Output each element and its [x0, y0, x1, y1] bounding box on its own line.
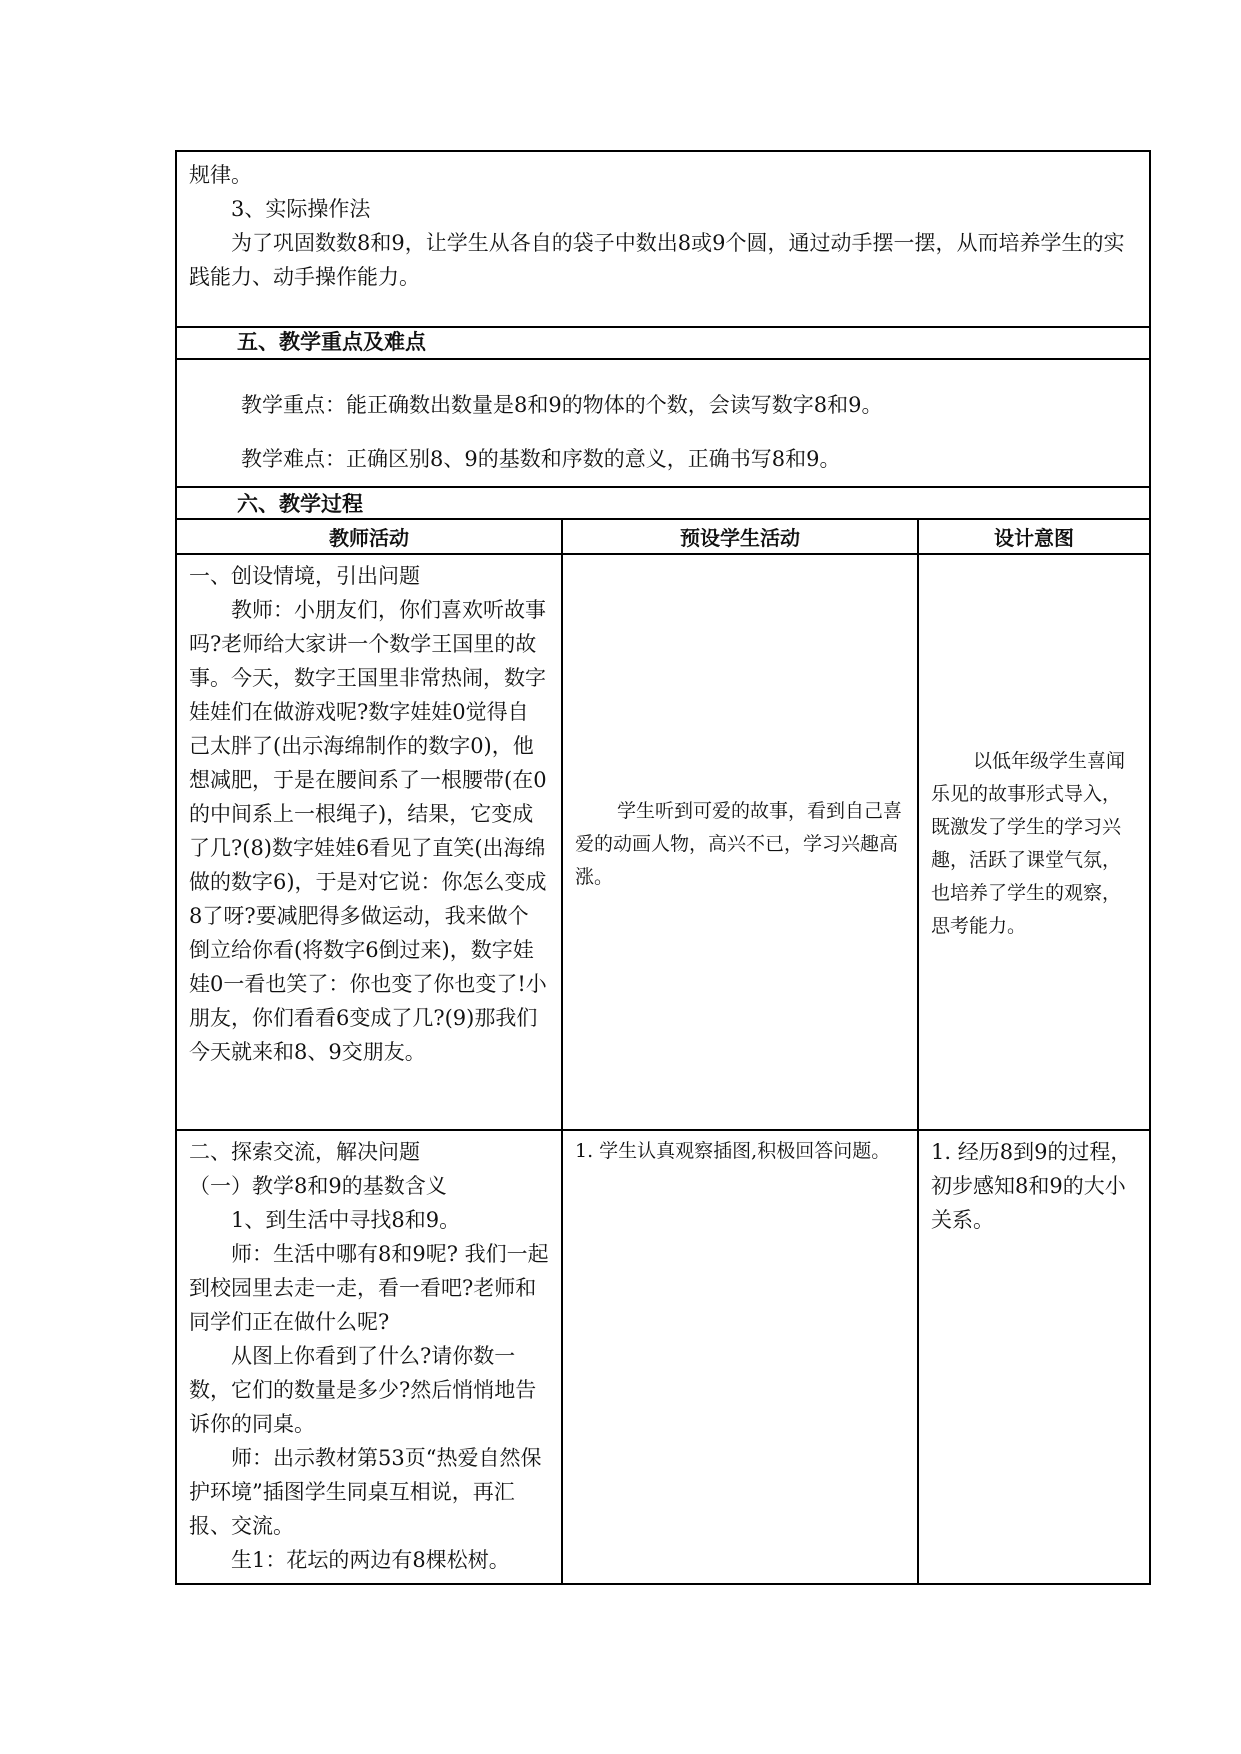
difficulty-text: 教学难点：正确区别8、9的基数和序数的意义，正确书写8和9。: [241, 447, 841, 471]
section5-header-cell: [176, 327, 1150, 359]
col-header-intent: 设计意图: [918, 519, 1150, 554]
section6-title: 六、教学过程: [237, 492, 363, 516]
section5-title: 五、教学重点及难点: [237, 330, 426, 354]
top-line-2: 3、实际操作法: [231, 197, 371, 221]
row2-teacher-step1: 1、到生活中寻找8和9。: [231, 1208, 461, 1232]
section6-header-cell: [176, 487, 1150, 519]
row1-teacher-cell: [176, 554, 562, 1130]
row2-teacher-heading: 二、探索交流，解决问题: [189, 1140, 420, 1164]
row2-teacher-para4: 生1：花坛的两边有8棵松树。: [231, 1548, 510, 1572]
row2-teacher-para2: 从图上你看到了什么?请你数一数，它们的数量是多少?然后悄悄地告诉你的同桌。: [189, 1344, 537, 1436]
col-header-teacher: 教师活动: [176, 519, 562, 554]
document-page: [175, 150, 1149, 1585]
top-line-3: 为了巩固数数8和9，让学生从各自的袋子中数出8或9个圆，通过动手摆一摆，从而培养学生的实践能力、动手操作能力。: [189, 231, 1125, 289]
row1-teacher-story: 教师：小朋友们，你们喜欢听故事吗?老师给大家讲一个数学王国里的故事。今天，数字王国里非常热闹，数字娃娃们在做游戏呢?数字娃娃0觉得自己太胖了(出示海绵制作的数字0)，他想减肥，于是在腰间系了一根腰带(在0的中间系上一根绳子)，结果，它变成了几?(8)数字娃娃6看见了直笑(出海绵做的数字6)，于是对它说：你怎么变成8了呀?要减肥得多做运动，我来做个倒立给你看(将数字6倒过来)，数字娃娃0一看也笑了：你也变了你也变了!小朋友，你们看看6变成了几?(9)那我们今天就来和8、9交朋友。: [189, 598, 547, 1064]
top-block-cell: [176, 151, 1150, 327]
section6-header-row: [176, 487, 1150, 519]
section5-body-cell: [176, 359, 1150, 487]
row1-teacher-heading: 一、创设情境，引出问题: [189, 564, 420, 588]
row2-intent-cell: [918, 1130, 1150, 1584]
key-point-text: 教学重点：能正确数出数量是8和9的物体的个数，会读写数字8和9。: [241, 393, 883, 417]
lesson-plan-table: [175, 150, 1151, 1585]
process-row-2: [176, 1130, 1150, 1584]
section5-body-row: [176, 359, 1150, 487]
row2-student-cell: [562, 1130, 918, 1584]
row1-intent-cell: [918, 554, 1150, 1130]
row2-intent-text: 1. 经历8到9的过程，初步感知8和9的大小关系。: [931, 1140, 1132, 1232]
row2-teacher-cell: [176, 1130, 562, 1584]
section5-header-row: [176, 327, 1150, 359]
top-block-row: [176, 151, 1150, 327]
row1-student-cell: [562, 554, 918, 1130]
top-line-1: 规律。: [189, 163, 252, 187]
row2-teacher-sub: （一）教学8和9的基数含义: [189, 1174, 447, 1198]
column-header-row: [176, 519, 1150, 554]
row1-student-text: 学生听到可爱的故事，看到自己喜爱的动画人物，高兴不已，学习兴趣高涨。: [575, 799, 903, 888]
row1-intent-text: 以低年级学生喜闻乐见的故事形式导入，既激发了学生的学习兴趣，活跃了课堂气氛，也培养了学生的观察，思考能力。: [931, 750, 1126, 937]
col-header-student: 预设学生活动: [562, 519, 918, 554]
process-row-1: [176, 554, 1150, 1130]
row2-student-text: 1. 学生认真观察插图,积极回答问题。: [575, 1140, 891, 1162]
row2-teacher-para3: 师：出示教材第53页“热爱自然保护环境”插图学生同桌互相说，再汇报、交流。: [189, 1446, 542, 1538]
row2-teacher-para1: 师：生活中哪有8和9呢? 我们一起到校园里去走一走，看一看吧?老师和同学们正在做什么呢?: [189, 1242, 549, 1334]
